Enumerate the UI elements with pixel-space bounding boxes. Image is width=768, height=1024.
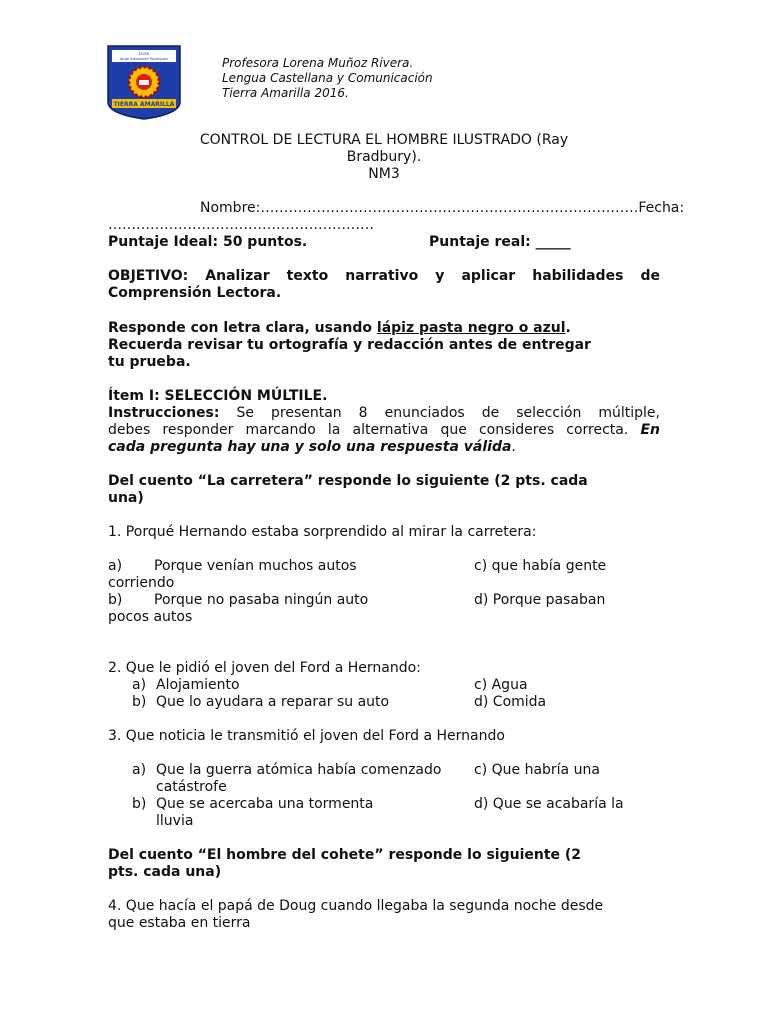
school-logo [106, 44, 182, 120]
q3-option-b-letter: b) [132, 796, 147, 812]
q3-option-a-text[interactable]: Que la guerra atómica había comenzado [156, 762, 442, 778]
q2-option-b-text[interactable]: Que lo ayudara a reparar su auto [156, 694, 390, 710]
instructions-line-1-prefix: Responde con letra clara, usando [108, 320, 377, 336]
q3-option-c-cont: catástrofe [156, 779, 227, 795]
item-1-instr-line-2 [108, 422, 660, 439]
item-1-instr-line-2-emph: En [640, 422, 660, 438]
instructions-underlined: lápiz pasta negro o azul [376, 320, 566, 336]
section-1-heading [108, 473, 660, 507]
objective-line-1: OBJETIVO: Analizar texto narrativo y aplicar habilidades de [108, 268, 660, 284]
q1-option-a-letter: a) [108, 558, 123, 574]
q3-option-c-text[interactable]: c) Que habría una [474, 762, 600, 778]
q3-options [108, 762, 660, 830]
q1-options [108, 558, 660, 626]
real-score: Puntaje real: _____ [429, 234, 571, 250]
q3-option-a-letter: a) [132, 762, 147, 778]
general-instructions [108, 320, 660, 371]
section-2-line-2: pts. cada una) [108, 864, 222, 880]
section-1-line-1: Del cuento “La carretera” responde lo siguiente (2 pts. cada [108, 473, 588, 489]
q1-option-b-cont: pocos autos [108, 609, 193, 625]
q1-option-c-text[interactable]: c) que había gente [474, 558, 607, 574]
q2-options [108, 677, 660, 711]
logo-bottom-text: TIERRA AMARILLA [113, 101, 175, 108]
question-3: 3. Que noticia le transmitió el joven del Ford a Hernando [108, 728, 505, 744]
date-dots: ………………………………………………… [108, 217, 374, 233]
ideal-score: Puntaje Ideal: 50 puntos. [108, 234, 308, 250]
school-crest-icon [106, 44, 182, 120]
q2-option-b-letter: b) [132, 694, 147, 710]
objective [108, 268, 660, 302]
question-4-line-1: 4. Que hacía el papá de Doug cuando llegaba la segunda noche desde [108, 898, 604, 914]
subject-name: Lengua Castellana y Comunicación [222, 71, 433, 85]
q1-option-d-text[interactable]: d) Porque pasaban [474, 592, 606, 608]
q2-option-a-text[interactable]: Alojamiento [156, 677, 240, 693]
document-title [108, 132, 660, 183]
q2-option-d-text[interactable]: d) Comida [474, 694, 547, 710]
instructions-label: Instrucciones: [108, 405, 220, 421]
objective-line-2: Comprensión Lectora. [108, 285, 282, 301]
name-date-line: Nombre:………………………………………………………………………Fecha: [200, 200, 685, 216]
item-1-instr-line-1-rest: Se presentan 8 enunciados de selección múltiple, [219, 405, 660, 421]
q2-option-c-text[interactable]: c) Agua [474, 677, 528, 693]
header-info [222, 56, 433, 101]
item-1-block [108, 388, 660, 456]
question-4 [108, 898, 660, 932]
section-2-heading [108, 847, 660, 881]
title-line-1: CONTROL DE LECTURA EL HOMBRE ILUSTRADO (Ray [199, 132, 569, 148]
item-1-instr-line-3-emph: cada pregunta hay una y solo una respuesta válida [108, 439, 512, 455]
logo-top-text-1: Liceo [138, 51, 150, 56]
question-2: 2. Que le pidió el joven del Ford a Hernando: [108, 660, 421, 676]
instructions-line-1 [108, 320, 660, 337]
q1-option-b-letter: b) [108, 592, 123, 608]
q3-option-b-text[interactable]: Que se acercaba una tormenta [156, 796, 374, 812]
instructions-line-3: tu prueba. [108, 354, 191, 370]
section-1-line-2: una) [108, 490, 144, 506]
q3-option-d-text[interactable]: d) Que se acabaría la [474, 796, 624, 812]
title-line-3: NM3 [368, 166, 400, 182]
place-year: Tierra Amarilla 2016. [222, 86, 349, 100]
q3-option-d-cont: lluvia [156, 813, 194, 829]
item-1-instr-line-2-plain: debes responder marcando la alternativa que consideres correcta. [108, 422, 641, 438]
item-1-instr-line-3-end: . [511, 439, 516, 455]
teacher-name: Profesora Lorena Muñoz Rivera. [222, 56, 414, 70]
question-4-line-2: que estaba en tierra [108, 915, 251, 931]
question-1: 1. Porqué Hernando estaba sorprendido al mirar la carretera: [108, 524, 537, 540]
logo-top-text-2: Jorge Alessandri Rodríguez [119, 57, 169, 61]
item-1-heading: Ítem I: SELECCIÓN MÚLTILE. [108, 388, 328, 404]
q1-option-a-cont: corriendo [108, 575, 175, 591]
q2-option-a-letter: a) [132, 677, 147, 693]
title-line-2: Bradbury). [346, 149, 422, 165]
instructions-line-1-suffix: . [565, 320, 571, 336]
q1-option-a-text[interactable]: Porque venían muchos autos [154, 558, 357, 574]
instructions-line-2: Recuerda revisar tu ortografía y redacción antes de entregar [108, 337, 591, 353]
q1-option-b-text[interactable]: Porque no pasaba ningún auto [154, 592, 369, 608]
item-1-instr-line-3 [108, 439, 660, 456]
section-2-line-1: Del cuento “El hombre del cohete” responde lo siguiente (2 [108, 847, 582, 863]
item-1-instr-line-1 [108, 405, 660, 422]
